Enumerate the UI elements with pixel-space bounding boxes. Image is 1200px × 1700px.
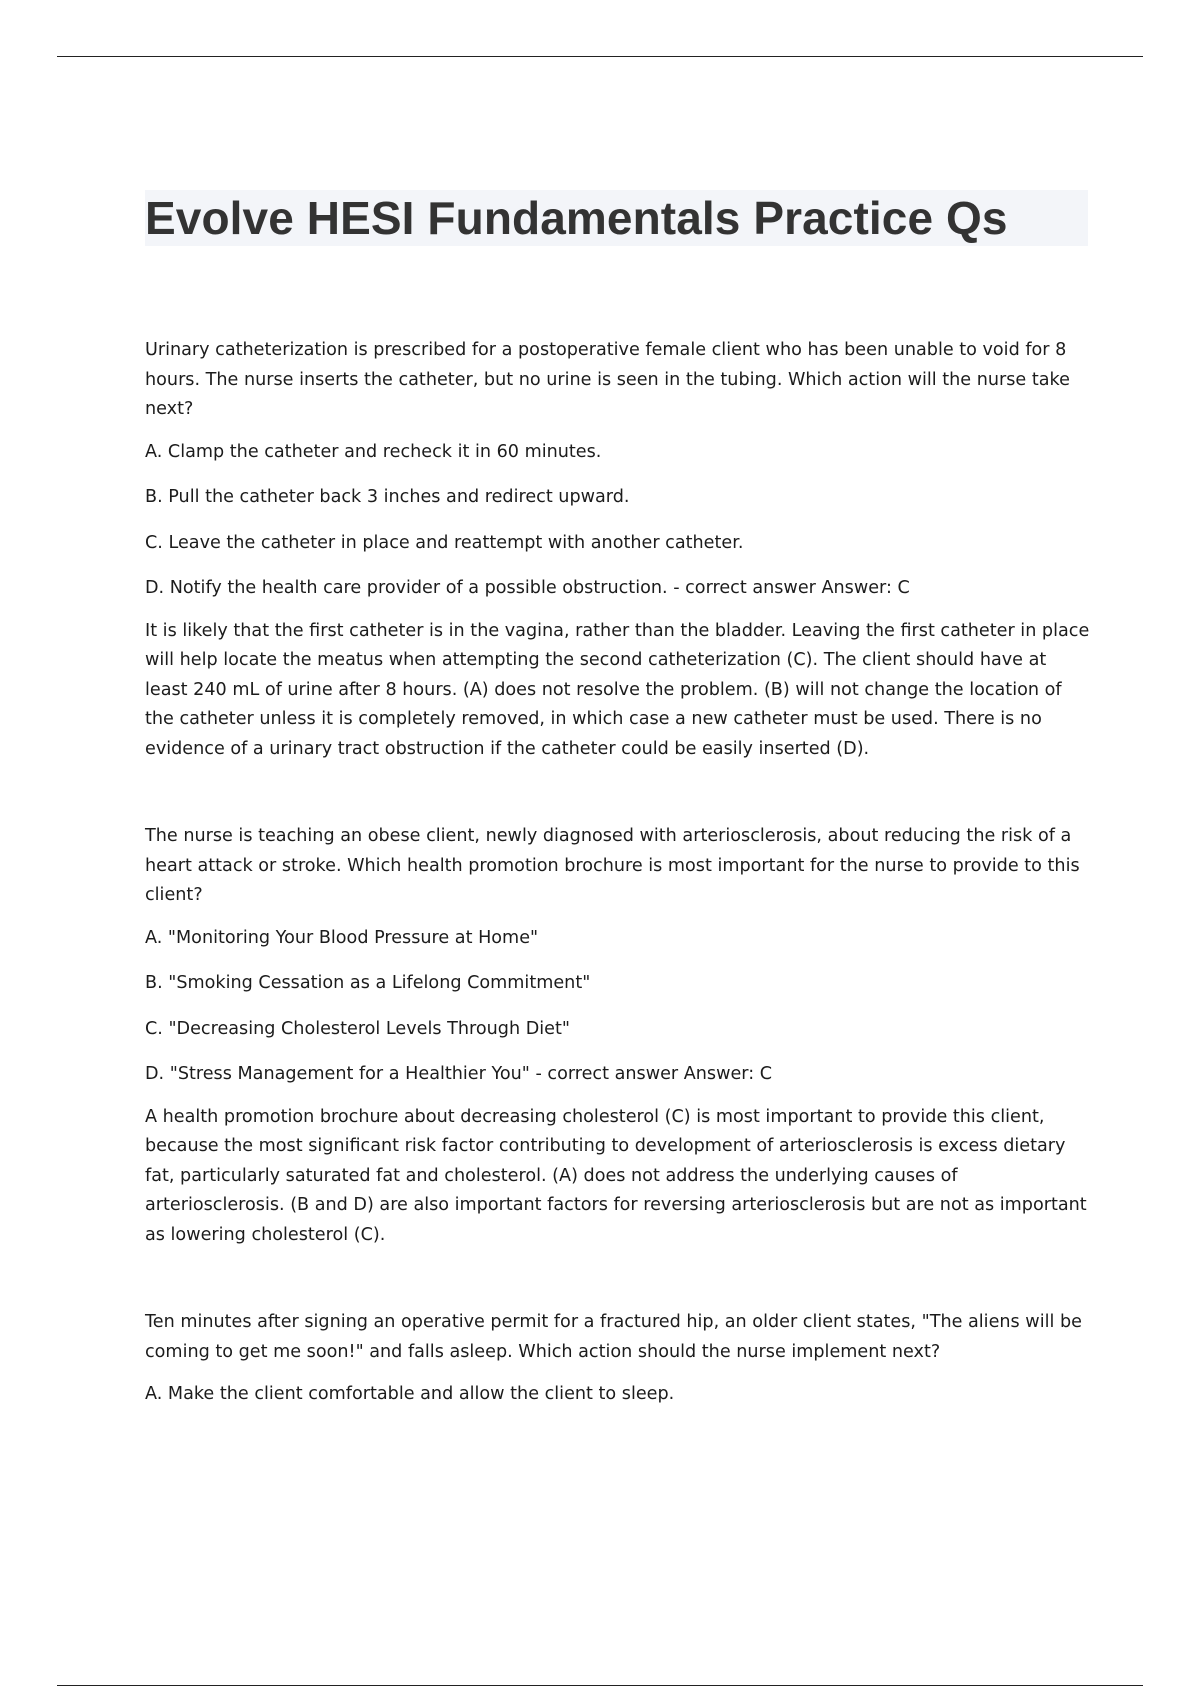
- question-block-2: [145, 822, 1090, 1250]
- answer-explanation: It is likely that the first catheter is in the vagina, rather than the bladder. Leaving the first catheter in place will help locate the meatus when attempting the second catheterization (C). The client should have at least 240 mL of urine after 8 hours. (A) does not resolve the problem. (B) will not change the location of the catheter unless it is completely removed, in which case a new catheter must be used. There is no evidence of a urinary tract obstruction if the catheter could be easily inserted (D).: [145, 620, 1090, 759]
- question-text: Urinary catheterization is prescribed for a postoperative female client who has been unable to void for 8 hours. The nurse inserts the catheter, but no urine is seen in the tubing. Which action will the nurse take next?: [145, 340, 1070, 419]
- answer-option-c: C. "Decreasing Cholesterol Levels Through Diet": [145, 1018, 570, 1039]
- question-text: The nurse is teaching an obese client, newly diagnosed with arteriosclerosis, about reducing the risk of a heart attack or stroke. Which health promotion brochure is most important for the nurse to provide to this client?: [145, 826, 1080, 905]
- document-body: [145, 336, 1090, 1426]
- answer-option-a: A. Clamp the catheter and recheck it in 60 minutes.: [145, 441, 602, 462]
- question-text: Ten minutes after signing an operative permit for a fractured hip, an older client states, "The aliens will be coming to get me soon!" and falls asleep. Which action should the nurse implement next?: [145, 1312, 1082, 1362]
- answer-option-a: A. Make the client comfortable and allow the client to sleep.: [145, 1384, 675, 1404]
- answer-option-d: D. Notify the health care provider of a possible obstruction. - correct answer Answer: C: [145, 578, 910, 598]
- answer-option-a: A. "Monitoring Your Blood Pressure at Home": [145, 927, 539, 948]
- question-spacer: [145, 764, 1090, 822]
- answer-explanation: A health promotion brochure about decreasing cholesterol (C) is most important to provide this client, because the most significant risk factor contributing to development of arteriosclerosis is excess dietary fat, particularly saturated fat and cholesterol. (A) does not address the underlying causes of arteriosclerosis. (B and D) are also important factors for reversing arteriosclerosis but are not as important as lowering cholesterol (C).: [145, 1106, 1087, 1245]
- question-block-1: [145, 336, 1090, 764]
- answer-option-b: B. Pull the catheter back 3 inches and redirect upward.: [145, 487, 630, 507]
- bottom-rule: [57, 1685, 1143, 1686]
- question-block-3: [145, 1308, 1090, 1410]
- document-title: Evolve HESI Fundamentals Practice Qs: [145, 192, 1008, 244]
- answer-option-b: B. "Smoking Cessation as a Lifelong Commitment": [145, 973, 591, 993]
- question-spacer: [145, 1250, 1090, 1308]
- top-rule: [57, 56, 1143, 57]
- answer-option-d: D. "Stress Management for a Healthier You" - correct answer Answer: C: [145, 1064, 773, 1084]
- answer-option-c: C. Leave the catheter in place and reattempt with another catheter.: [145, 532, 744, 553]
